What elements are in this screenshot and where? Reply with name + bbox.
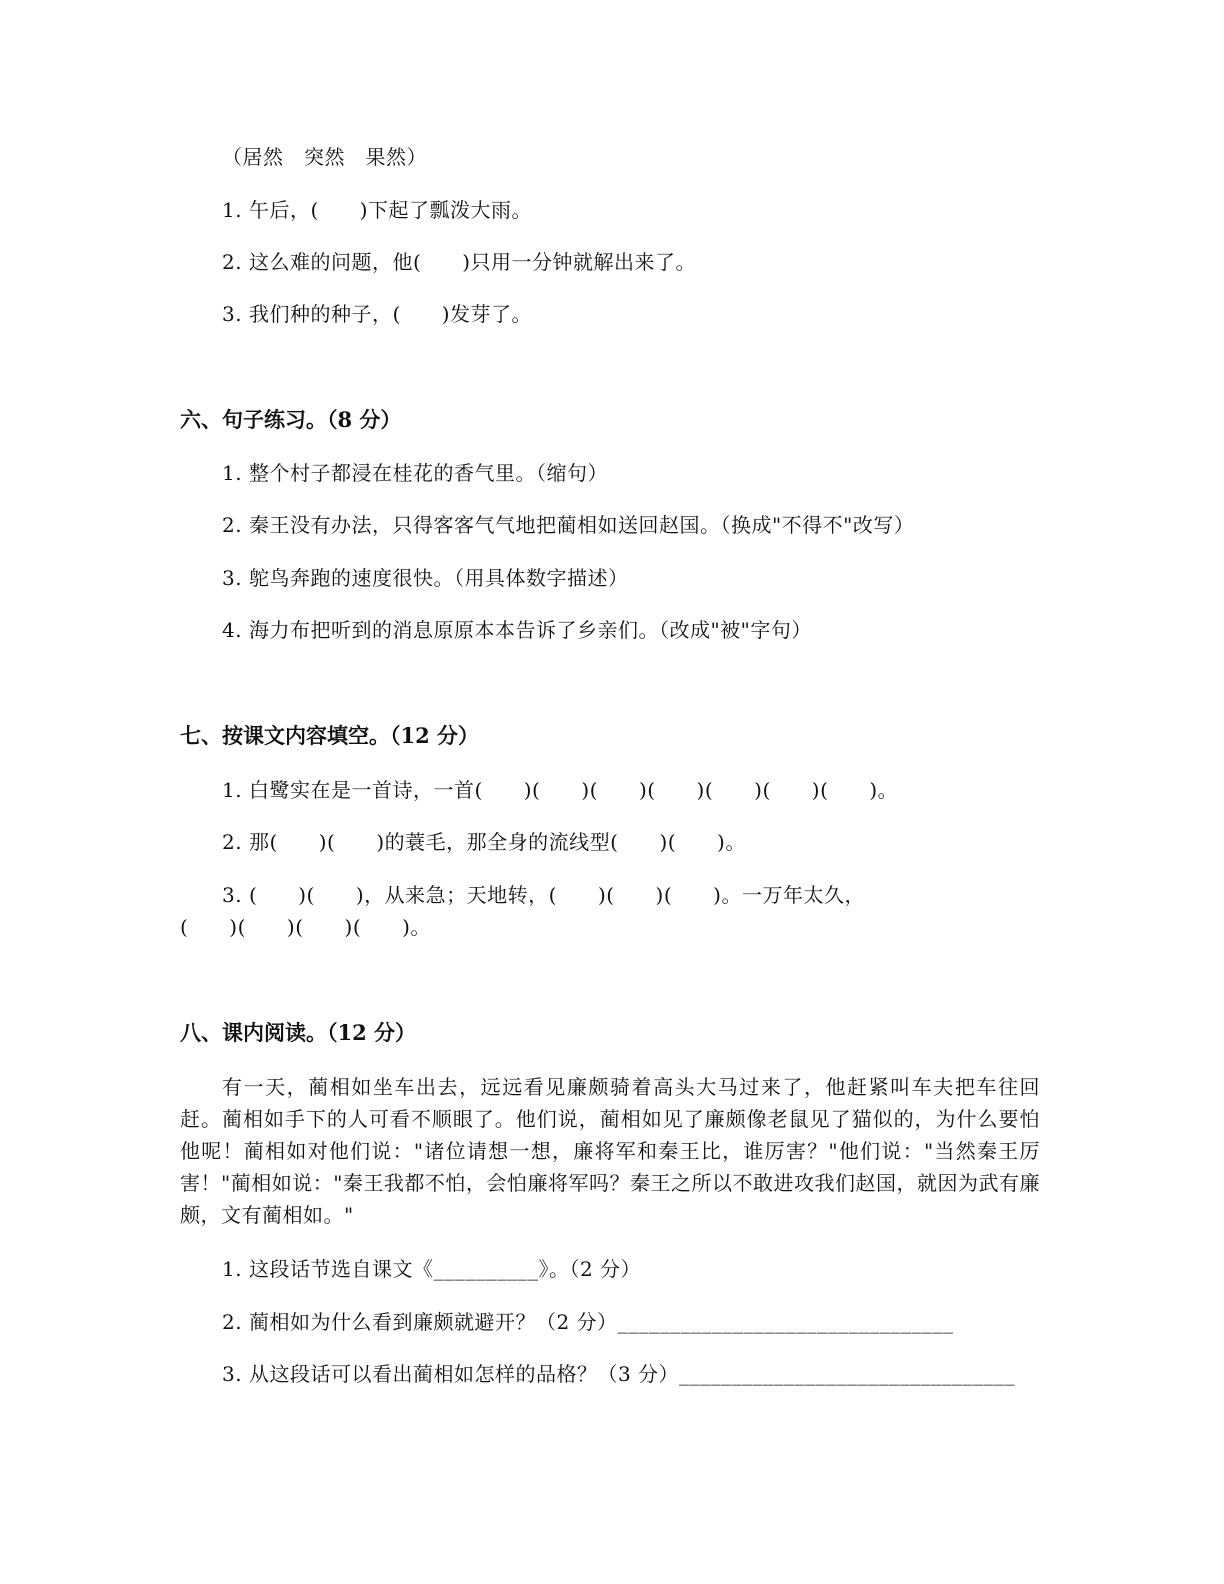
recite-item-1: 1. 白鹭实在是一首诗，一首( )( )( )( )( )( )( )。 xyxy=(222,778,899,802)
section-8-heading: 八、课内阅读。（12 分） xyxy=(180,1020,417,1045)
sentence-item-2: 2. 秦王没有办法，只得客客气气地把蔺相如送回赵国。（换成"不得不"改写） xyxy=(222,513,915,537)
sentence-item-1: 1. 整个村子都浸在桂花的香气里。（缩句） xyxy=(222,461,608,485)
fill-item-1: 1. 午后，( )下起了瓢泼大雨。 xyxy=(222,198,533,222)
sentence-item-3: 3. 鸵鸟奔跑的速度很快。（用具体数字描述） xyxy=(222,566,629,590)
reading-passage: 有一天，蔺相如坐车出去，远远看见廉颇骑着高头大马过来了，他赶紧叫车夫把车往回赶。蔺相如手下的人可看不顺眼了。他们说，蔺相如见了廉颇像老鼠见了猫似的，为什么要怕他呢！蔺相如对他们说："诸位请想一想，廉将军和秦王比，谁厉害？"他们说："当然秦王厉害！"蔺相如说："秦王我都不怕，会怕廉将军吗？秦王之所以不敢进攻我们赵国，就因为武有廉颇，文有蔺相如。" xyxy=(180,1075,1040,1227)
reading-question-3: 3. 从这段话可以看出蔺相如怎样的品格？（3 分）________________________________ xyxy=(222,1362,1016,1386)
fill-item-2: 2. 这么难的问题，他( )只用一分钟就解出来了。 xyxy=(222,250,697,274)
recite-item-3: 3. ( )( )，从来急；天地转，( )( )( )。一万年太久， xyxy=(222,883,865,907)
word-options: （居然 突然 果然） xyxy=(222,145,427,169)
recite-item-3-continuation: ( )( )( )( )。 xyxy=(180,915,431,939)
reading-question-1: 1. 这段话节选自课文《__________》。（2 分） xyxy=(222,1257,642,1281)
section-7-heading: 七、按课文内容填空。（12 分） xyxy=(180,723,480,748)
sentence-item-4: 4. 海力布把听到的消息原原本本告诉了乡亲们。（改成"被"字句） xyxy=(222,618,812,642)
section-6-heading: 六、句子练习。（8 分） xyxy=(180,407,402,432)
recite-item-2: 2. 那( )( )的蓑毛，那全身的流线型( )( )。 xyxy=(222,830,746,854)
fill-item-3: 3. 我们种的种子，( )发芽了。 xyxy=(222,302,533,326)
reading-question-2: 2. 蔺相如为什么看到廉颇就避开？（2 分）________________________________ xyxy=(222,1310,954,1334)
